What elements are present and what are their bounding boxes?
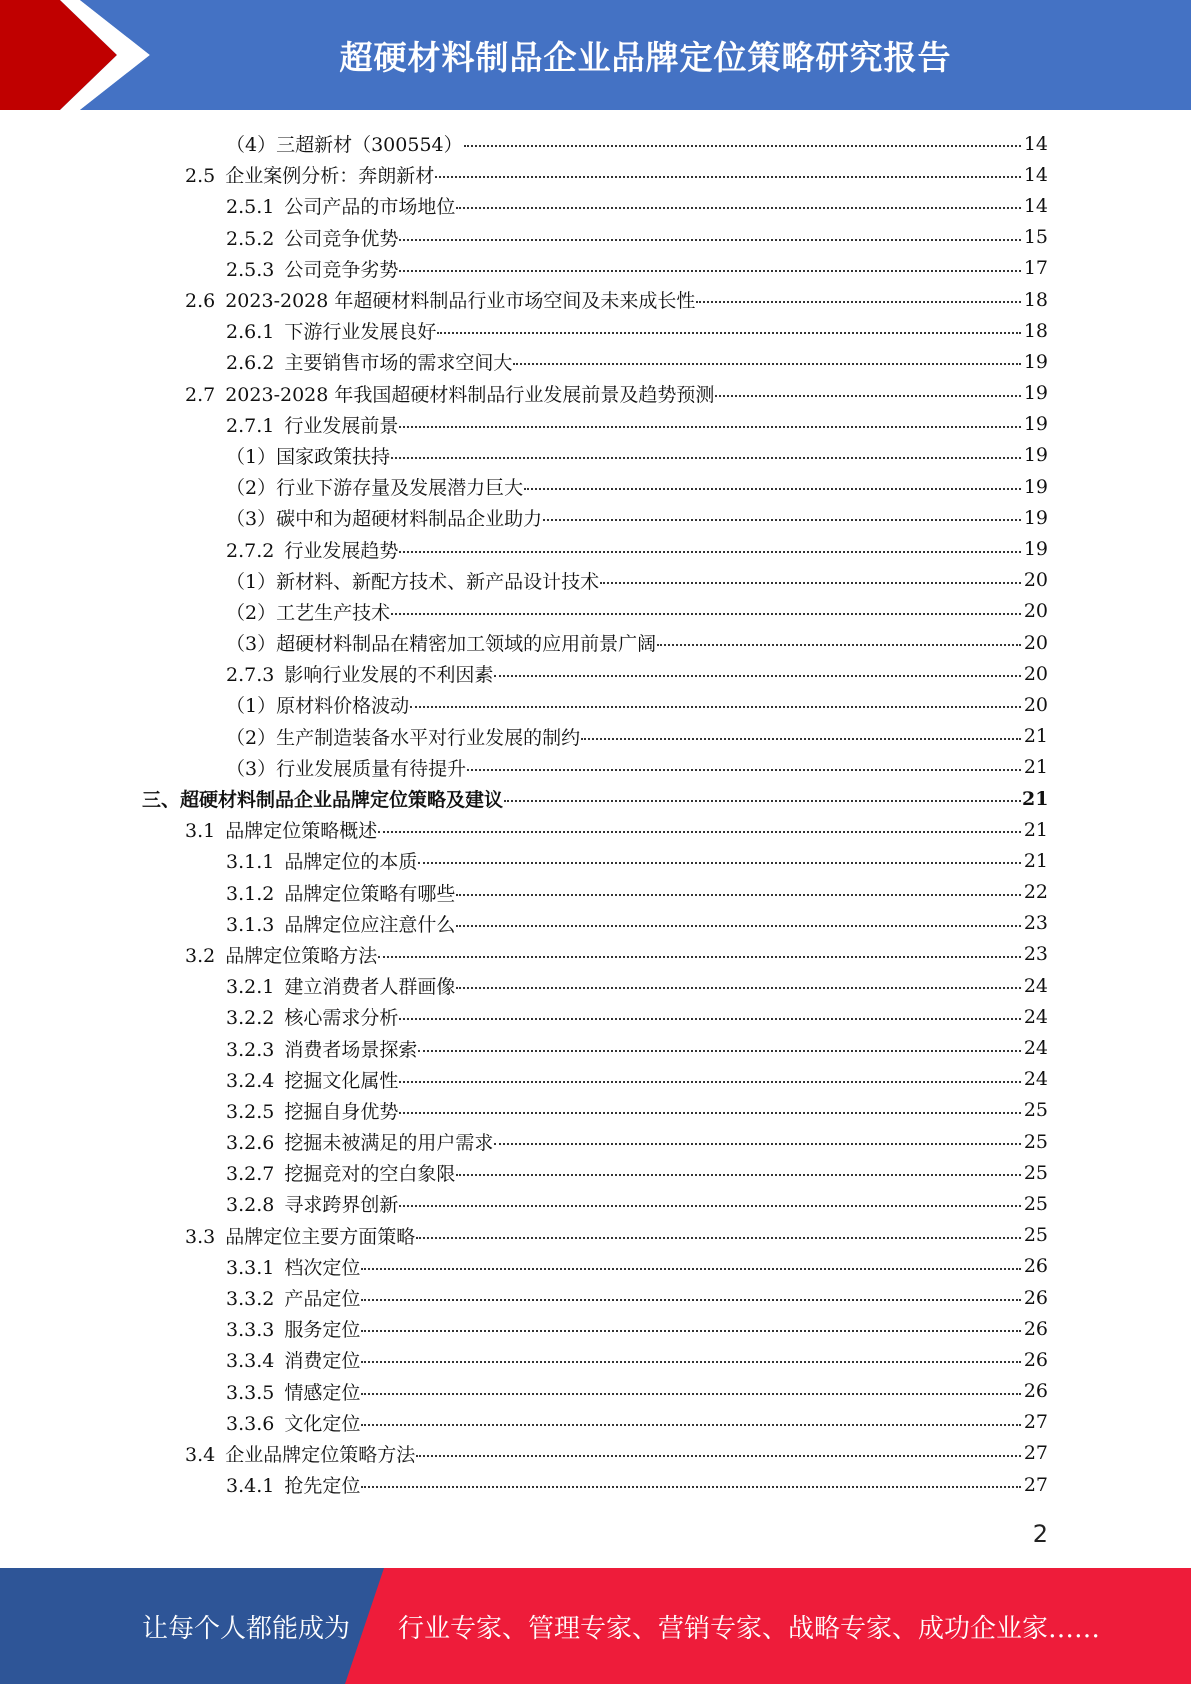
toc-entry-number: 三、 (142, 789, 181, 812)
toc-entry[interactable] (0, 1126, 1191, 1157)
toc-entry-title: 超硬材料制品在精密加工领域的应用前景广阔 (276, 633, 657, 656)
toc-entry-text (226, 224, 1022, 251)
toc-dot-leader (600, 582, 1021, 584)
toc-entry-number: 3.3 (185, 1225, 216, 1248)
toc-page-number: 15 (1023, 226, 1048, 249)
toc-entry-title: 行业发展前景 (284, 414, 399, 437)
toc-page-number: 14 (1023, 163, 1048, 186)
toc-entry[interactable] (0, 877, 1191, 908)
toc-entry-number: 3.4 (185, 1443, 216, 1466)
toc-entry-text (226, 1003, 1022, 1030)
toc-entry[interactable] (0, 721, 1191, 752)
toc-entry-text (226, 1097, 1022, 1124)
toc-entry[interactable] (0, 689, 1191, 720)
toc-entry-number: 2.7 (185, 383, 216, 406)
toc-page-number: 20 (1023, 662, 1048, 685)
toc-entry-text (226, 1128, 1022, 1155)
toc-entry-title: 企业品牌定位策略方法 (225, 1443, 416, 1466)
toc-entry-text (185, 941, 1022, 968)
toc-entry-number: （2） (226, 601, 277, 624)
toc-entry-title: 寻求跨界创新 (284, 1194, 399, 1217)
toc-page-number: 26 (1023, 1380, 1048, 1403)
toc-entry-number: 2.5 (185, 165, 216, 188)
toc-entry[interactable] (0, 658, 1191, 689)
toc-page-number: 20 (1023, 693, 1048, 716)
toc-dot-leader (399, 1112, 1021, 1114)
report-title: 超硬材料制品企业品牌定位策略研究报告 (339, 37, 952, 77)
toc-dot-leader (504, 800, 1021, 802)
toc-entry[interactable] (0, 378, 1191, 409)
toc-entry-number: 2.7.1 (226, 414, 275, 437)
toc-page-number: 27 (1023, 1442, 1048, 1465)
toc-entry-title: 文化定位 (284, 1412, 361, 1435)
toc-entry-text (185, 380, 1022, 407)
footer-slogan-left: 让每个人都能成为 (142, 1613, 351, 1644)
toc-entry-title: 公司竞争优势 (284, 227, 399, 250)
toc-entry-title: 品牌定位策略方法 (225, 944, 378, 967)
page-number: 2 (1032, 1520, 1048, 1548)
toc-entry-text (226, 1315, 1022, 1342)
toc-entry-text (185, 286, 1022, 313)
toc-entry[interactable] (0, 627, 1191, 658)
toc-dot-leader (657, 644, 1021, 646)
toc-entry[interactable] (0, 440, 1191, 471)
toc-entry-text (226, 317, 1022, 344)
toc-dot-leader (581, 738, 1021, 740)
toc-entry-title: 品牌定位主要方面策略 (225, 1225, 416, 1248)
toc-entry-number: （2） (226, 726, 277, 749)
toc-page-number: 21 (1023, 849, 1048, 872)
toc-entry[interactable] (0, 596, 1191, 627)
toc-entry-text (226, 1346, 1022, 1373)
toc-dot-leader (437, 332, 1021, 334)
toc-entry[interactable] (0, 1344, 1191, 1375)
toc-entry-number: （1） (226, 570, 277, 593)
toc-entry-title: 品牌定位的本质 (284, 851, 418, 874)
toc-entry[interactable] (0, 1157, 1191, 1188)
toc-entry-text (226, 411, 1022, 438)
toc-entry-number: 3.2 (185, 944, 216, 967)
toc-page-number: 19 (1023, 538, 1048, 561)
toc-dot-leader (456, 925, 1021, 927)
toc-entry-text (226, 1409, 1022, 1436)
toc-entry-title: 挖掘文化属性 (284, 1069, 399, 1092)
toc-entry-text (226, 847, 1022, 874)
toc-entry[interactable] (0, 471, 1191, 502)
toc-entry-text (226, 1471, 1022, 1498)
toc-entry-text (226, 691, 1022, 718)
toc-dot-leader (456, 894, 1021, 896)
toc-entry-title: 主要销售市场的需求空间大 (284, 352, 513, 375)
table-of-contents (0, 128, 1191, 1500)
toc-entry-number: 3.3.6 (226, 1412, 275, 1435)
toc-page-number: 26 (1023, 1348, 1048, 1371)
toc-entry-number: （1） (226, 445, 277, 468)
toc-dot-leader (361, 1299, 1021, 1301)
toc-entry-text (226, 130, 1022, 157)
toc-entry-title: 情感定位 (284, 1381, 361, 1404)
toc-entry-number: 2.7.2 (226, 539, 275, 562)
toc-entry-text (226, 567, 1022, 594)
toc-page-number: 19 (1023, 413, 1048, 436)
toc-page-number: 25 (1023, 1192, 1048, 1215)
toc-entry-title: 超硬材料制品企业品牌定位策略及建议 (180, 789, 504, 812)
toc-dot-leader (378, 956, 1021, 958)
toc-entry-title: 行业发展趋势 (284, 539, 399, 562)
toc-entry-number: 2.7.3 (226, 664, 275, 687)
toc-entry-number: 3.2.1 (226, 976, 275, 999)
toc-entry-number: 3.1.1 (226, 851, 275, 874)
toc-entry[interactable] (0, 1251, 1191, 1282)
toc-entry-text (226, 629, 1022, 656)
toc-entry-text (226, 504, 1022, 531)
toc-page-number: 17 (1023, 257, 1048, 280)
toc-entry-title: 行业下游存量及发展潜力巨大 (276, 477, 524, 500)
toc-dot-leader (399, 270, 1021, 272)
toc-entry-title: 品牌定位策略概述 (225, 820, 378, 843)
toc-entry-title: 行业发展质量有待提升 (276, 757, 467, 780)
toc-entry[interactable] (0, 939, 1191, 970)
toc-entry-number: 3.2.8 (226, 1194, 275, 1217)
toc-dot-leader (361, 1424, 1021, 1426)
toc-entry-text (142, 785, 1022, 812)
toc-entry-number: 3.3.2 (226, 1288, 275, 1311)
toc-entry-title: 新材料、新配方技术、新产品设计技术 (276, 570, 600, 593)
toc-page-number: 25 (1023, 1130, 1048, 1153)
toc-dot-leader (391, 457, 1021, 459)
toc-entry-number: （2） (226, 477, 277, 500)
toc-entry[interactable] (0, 1313, 1191, 1344)
toc-entry[interactable] (0, 908, 1191, 939)
toc-entry-title: 生产制造装备水平对行业发展的制约 (276, 726, 581, 749)
toc-entry[interactable] (0, 565, 1191, 596)
toc-page-number: 21 (1023, 725, 1048, 748)
toc-entry-text (226, 1378, 1022, 1405)
toc-entry-text (185, 1440, 1022, 1467)
page-header (0, 0, 1191, 110)
toc-dot-leader (418, 1050, 1021, 1052)
toc-dot-leader (361, 1393, 1021, 1395)
toc-entry-number: 2.6.2 (226, 352, 275, 375)
toc-entry-number: 3.4.1 (226, 1475, 275, 1498)
toc-entry-title: 影响行业发展的不利因素 (284, 664, 494, 687)
toc-entry-text (226, 1159, 1022, 1186)
toc-page-number: 21 (1023, 756, 1048, 779)
toc-dot-leader (513, 363, 1021, 365)
toc-entry-text (226, 192, 1022, 219)
toc-entry-number: 2.5.1 (226, 196, 275, 219)
toc-entry[interactable] (0, 1188, 1191, 1219)
toc-page-number: 27 (1023, 1473, 1048, 1496)
toc-dot-leader (399, 1018, 1021, 1020)
toc-entry-text (226, 1035, 1022, 1062)
toc-page-number: 26 (1023, 1255, 1048, 1278)
toc-entry[interactable] (0, 315, 1191, 346)
toc-dot-leader (399, 1081, 1021, 1083)
toc-dot-leader (416, 1455, 1021, 1457)
toc-entry[interactable] (0, 1220, 1191, 1251)
toc-page-number: 26 (1023, 1317, 1048, 1340)
toc-entry[interactable] (0, 253, 1191, 284)
toc-entry-number: 3.2.4 (226, 1069, 275, 1092)
toc-page-number: 20 (1023, 569, 1048, 592)
toc-page-number: 19 (1023, 506, 1048, 529)
toc-entry-text (226, 1284, 1022, 1311)
toc-dot-leader (435, 176, 1021, 178)
toc-entry-number: 3.2.2 (226, 1007, 275, 1030)
toc-entry-title: 下游行业发展良好 (284, 321, 437, 344)
toc-entry-text (226, 255, 1022, 282)
toc-entry-text (226, 536, 1022, 563)
toc-dot-leader (361, 1486, 1021, 1488)
toc-entry[interactable] (0, 1407, 1191, 1438)
arrow-logo-icon (0, 0, 160, 110)
toc-dot-leader (391, 613, 1021, 615)
toc-page-number: 19 (1023, 382, 1048, 405)
toc-dot-leader (464, 145, 1021, 147)
toc-page-number: 19 (1023, 350, 1048, 373)
toc-entry-title: 三超新材（300554） (276, 134, 463, 157)
toc-entry-text (185, 1222, 1022, 1249)
toc-entry[interactable] (0, 222, 1191, 253)
toc-entry[interactable] (0, 346, 1191, 377)
toc-entry-text (226, 660, 1022, 687)
toc-entry-text (226, 442, 1022, 469)
toc-entry-number: 3.2.6 (226, 1132, 275, 1155)
toc-dot-leader (361, 1330, 1021, 1332)
toc-entry-text (226, 754, 1022, 781)
toc-entry[interactable] (0, 128, 1191, 159)
toc-entry[interactable] (0, 533, 1191, 564)
toc-entry-title: 核心需求分析 (284, 1007, 399, 1030)
toc-entry-number: 2.5.2 (226, 227, 275, 250)
toc-dot-leader (494, 1143, 1021, 1145)
toc-entry-number: 3.1.3 (226, 913, 275, 936)
toc-page-number: 24 (1023, 1005, 1048, 1028)
toc-entry-number: 3.3.3 (226, 1319, 275, 1342)
toc-entry-number: 2.6.1 (226, 321, 275, 344)
toc-entry-title: 挖掘未被满足的用户需求 (284, 1132, 494, 1155)
toc-dot-leader (399, 426, 1021, 428)
toc-entry-title: 企业案例分析：奔朗新材 (225, 165, 435, 188)
toc-entry[interactable] (0, 1438, 1191, 1469)
toc-entry-number: 3.1 (185, 820, 216, 843)
toc-page-number: 20 (1023, 631, 1048, 654)
toc-entry[interactable] (0, 1095, 1191, 1126)
toc-entry[interactable] (0, 783, 1191, 814)
toc-page-number: 19 (1023, 444, 1048, 467)
toc-entry[interactable] (0, 190, 1191, 221)
toc-entry-text (226, 879, 1022, 906)
toc-page-number: 23 (1023, 943, 1048, 966)
toc-dot-leader (399, 239, 1021, 241)
toc-dot-leader (399, 551, 1021, 553)
toc-entry[interactable] (0, 752, 1191, 783)
toc-entry-title: 公司竞争劣势 (284, 258, 399, 281)
toc-entry-text (226, 723, 1022, 750)
toc-entry-text (226, 972, 1022, 999)
toc-entry-number: 2.6 (185, 290, 216, 313)
toc-dot-leader (715, 395, 1021, 397)
toc-entry-title: 品牌定位应注意什么 (284, 913, 456, 936)
toc-entry-text (185, 816, 1022, 843)
toc-entry-number: 3.2.3 (226, 1038, 275, 1061)
toc-page-number: 21 (1023, 818, 1048, 841)
toc-entry[interactable] (0, 1001, 1191, 1032)
toc-entry-title: 国家政策扶持 (276, 445, 391, 468)
toc-page-number: 27 (1023, 1411, 1048, 1434)
toc-entry-text (226, 910, 1022, 937)
toc-entry-number: （1） (226, 695, 277, 718)
toc-entry[interactable] (0, 284, 1191, 315)
toc-entry[interactable] (0, 1064, 1191, 1095)
toc-page-number: 14 (1023, 132, 1048, 155)
toc-dot-leader (456, 1174, 1021, 1176)
toc-entry-title: 工艺生产技术 (276, 601, 391, 624)
toc-entry-text (226, 348, 1022, 375)
toc-page-number: 26 (1023, 1286, 1048, 1309)
toc-entry-number: 3.1.2 (226, 882, 275, 905)
toc-entry-title: 服务定位 (284, 1319, 361, 1342)
toc-entry[interactable] (0, 845, 1191, 876)
toc-entry-title: 抢先定位 (284, 1475, 361, 1498)
page-footer (0, 1568, 1191, 1684)
toc-dot-leader (418, 862, 1021, 864)
toc-entry-number: 3.3.5 (226, 1381, 275, 1404)
toc-dot-leader (456, 207, 1021, 209)
toc-dot-leader (361, 1268, 1021, 1270)
toc-page-number: 24 (1023, 1068, 1048, 1091)
toc-entry-title: 碳中和为超硬材料制品企业助力 (276, 508, 543, 531)
toc-entry[interactable] (0, 502, 1191, 533)
toc-entry-number: 2.5.3 (226, 258, 275, 281)
toc-entry-number: （3） (226, 508, 277, 531)
toc-entry-title: 消费者场景探索 (284, 1038, 418, 1061)
toc-dot-leader (410, 706, 1021, 708)
toc-dot-leader (494, 675, 1021, 677)
toc-dot-leader (543, 519, 1021, 521)
toc-page-number: 24 (1023, 974, 1048, 997)
toc-entry[interactable] (0, 1376, 1191, 1407)
toc-dot-leader (399, 1205, 1021, 1207)
toc-entry[interactable] (0, 814, 1191, 845)
toc-entry[interactable] (0, 1469, 1191, 1500)
toc-entry-number: （4） (226, 134, 277, 157)
toc-dot-leader (467, 769, 1021, 771)
toc-entry-text (226, 1253, 1022, 1280)
toc-page-number: 25 (1023, 1161, 1048, 1184)
toc-entry[interactable] (0, 1032, 1191, 1063)
toc-entry-text (226, 1190, 1022, 1217)
toc-page-number: 25 (1023, 1224, 1048, 1247)
toc-page-number: 14 (1023, 194, 1048, 217)
toc-entry-text (226, 473, 1022, 500)
toc-entry[interactable] (0, 409, 1191, 440)
toc-dot-leader (524, 488, 1021, 490)
toc-entry[interactable] (0, 1282, 1191, 1313)
toc-entry-title: 挖掘竞对的空白象限 (284, 1163, 456, 1186)
toc-entry-number: 3.2.5 (226, 1100, 275, 1123)
toc-entry-text (226, 598, 1022, 625)
toc-entry-title: 挖掘自身优势 (284, 1100, 399, 1123)
toc-entry-title: 产品定位 (284, 1288, 361, 1311)
toc-entry-text (226, 1066, 1022, 1093)
toc-entry-title: 2023-2028 年超硬材料制品行业市场空间及未来成长性 (225, 290, 696, 313)
toc-entry-title: 建立消费者人群画像 (284, 976, 456, 999)
toc-page-number: 20 (1023, 600, 1048, 623)
toc-entry-title: 品牌定位策略有哪些 (284, 882, 456, 905)
toc-entry-title: 档次定位 (284, 1256, 361, 1279)
toc-entry-text (185, 161, 1022, 188)
toc-page-number: 21 (1022, 787, 1049, 810)
toc-page-number: 23 (1023, 912, 1048, 935)
toc-entry-title: 2023-2028 年我国超硬材料制品行业发展前景及趋势预测 (225, 383, 715, 406)
toc-dot-leader (378, 831, 1021, 833)
toc-page-number: 19 (1023, 475, 1048, 498)
footer-slogan-right: 行业专家、管理专家、营销专家、战略专家、成功企业家…… (398, 1613, 1101, 1644)
toc-dot-leader (456, 987, 1021, 989)
toc-page-number: 24 (1023, 1037, 1048, 1060)
toc-page-number: 18 (1023, 288, 1048, 311)
toc-page-number: 18 (1023, 319, 1048, 342)
toc-entry-number: （3） (226, 633, 277, 656)
toc-dot-leader (696, 301, 1021, 303)
toc-page-number: 22 (1023, 881, 1048, 904)
toc-entry-number: 3.2.7 (226, 1163, 275, 1186)
toc-entry-title: 消费定位 (284, 1350, 361, 1373)
toc-entry[interactable] (0, 970, 1191, 1001)
toc-entry-number: 3.3.1 (226, 1256, 275, 1279)
toc-entry[interactable] (0, 159, 1191, 190)
toc-entry-title: 公司产品的市场地位 (284, 196, 456, 219)
toc-entry-number: 3.3.4 (226, 1350, 275, 1373)
toc-dot-leader (416, 1237, 1021, 1239)
toc-entry-number: （3） (226, 757, 277, 780)
toc-entry-title: 原材料价格波动 (276, 695, 410, 718)
toc-page-number: 25 (1023, 1099, 1048, 1122)
toc-dot-leader (361, 1361, 1021, 1363)
